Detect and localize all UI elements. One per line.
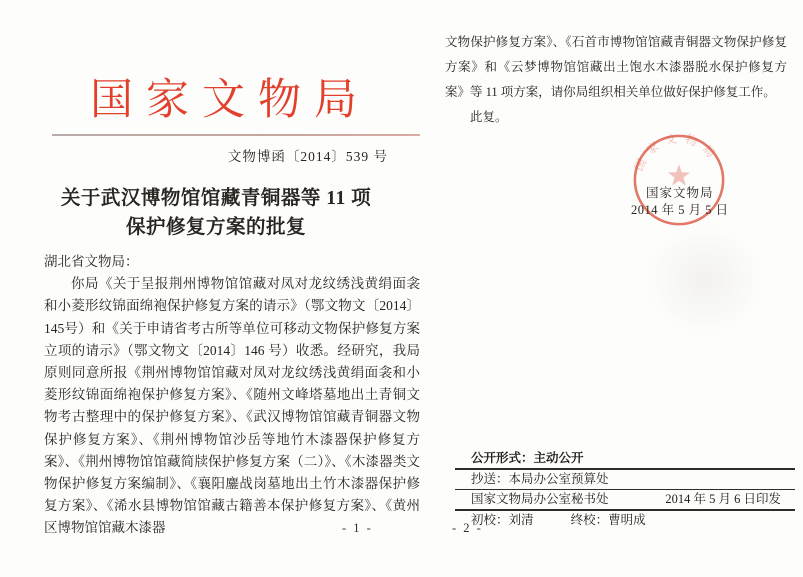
seal-arc-text: 国家文物局 <box>632 131 722 174</box>
issuing-office-line <box>455 490 795 511</box>
signing-agency: 国家文物局 <box>646 186 714 200</box>
page1-paragraph: 你局《关于呈报荆州博物馆馆藏对凤对龙纹绣浅黄绢面衾和小菱形纹锦面绵袍保护修复方案的请示》（鄂文物文〔2014〕145号）和《关于申请省考古所等单位可移动文物保护修复方案立项的请示》（鄂文物文〔2014〕146 号）收悉。经研究，我局原则同意所报《荆州博物馆馆藏对凤对龙纹绣浅黄绢面衾和小菱形纹锦面绵袍保护修复方案》、《随州文峰塔墓地出土青铜文物考古整理中的保护修复方案》、《武汉博物馆馆藏青铜器文物保护修复方案》、《荆州博物馆沙岳等地竹木漆器保护修复方案》、《荆州博物馆馆藏简牍保护修复方案（二）》、《木漆器类文物保护修复方案编制》、《襄阳鏖战岗墓地出土竹木漆器保护修复方案》、《浠水县博物馆馆藏古籍善本保护修复方案》、《黄州区博物馆馆藏木漆器 <box>44 276 420 536</box>
signing-date: 2014 年 5 月 5 日 <box>631 203 729 217</box>
page1-number: - 1 - <box>342 521 373 535</box>
final-proofreader: 终校：曹明成 <box>570 513 646 527</box>
page2-body <box>445 30 787 130</box>
page2-number: - 2 - <box>452 521 483 535</box>
document-reference-number: 文物博函〔2014〕539 号 <box>227 149 388 164</box>
print-date: 2014 年 5 月 6 日印发 <box>665 492 781 506</box>
scan-smudge <box>640 220 770 340</box>
agency-letterhead-title: 国家文物局 <box>90 77 370 124</box>
document-title-line1: 关于武汉博物馆馆藏青铜器等 11 项 <box>60 188 372 209</box>
document-title-line2: 保护修复方案的批复 <box>125 217 306 238</box>
document-footer-table <box>455 449 795 530</box>
document-title <box>40 184 392 242</box>
first-proofreader: 初校：刘清 <box>471 513 534 527</box>
page2-paragraph: 文物保护修复方案》、《石首市博物馆馆藏青铜器文物保护修复方案》和《云梦博物馆馆藏出土饱水木漆器脱水保护修复方案》等 11 项方案，请你局组织相关单位做好保护修复工作。 <box>445 35 787 99</box>
publicity-type: 公开形式：主动公开 <box>455 449 795 470</box>
proofreaders-line <box>455 511 795 530</box>
salutation: 湖北省文物局： <box>44 254 139 269</box>
closing-phrase: 此复。 <box>470 110 508 124</box>
page1-body <box>44 251 420 540</box>
letterhead-divider <box>52 134 420 136</box>
issuing-office: 国家文物局办公室秘书处 <box>471 492 609 506</box>
cc-line: 抄送：本局办公室预算处 <box>455 470 795 490</box>
